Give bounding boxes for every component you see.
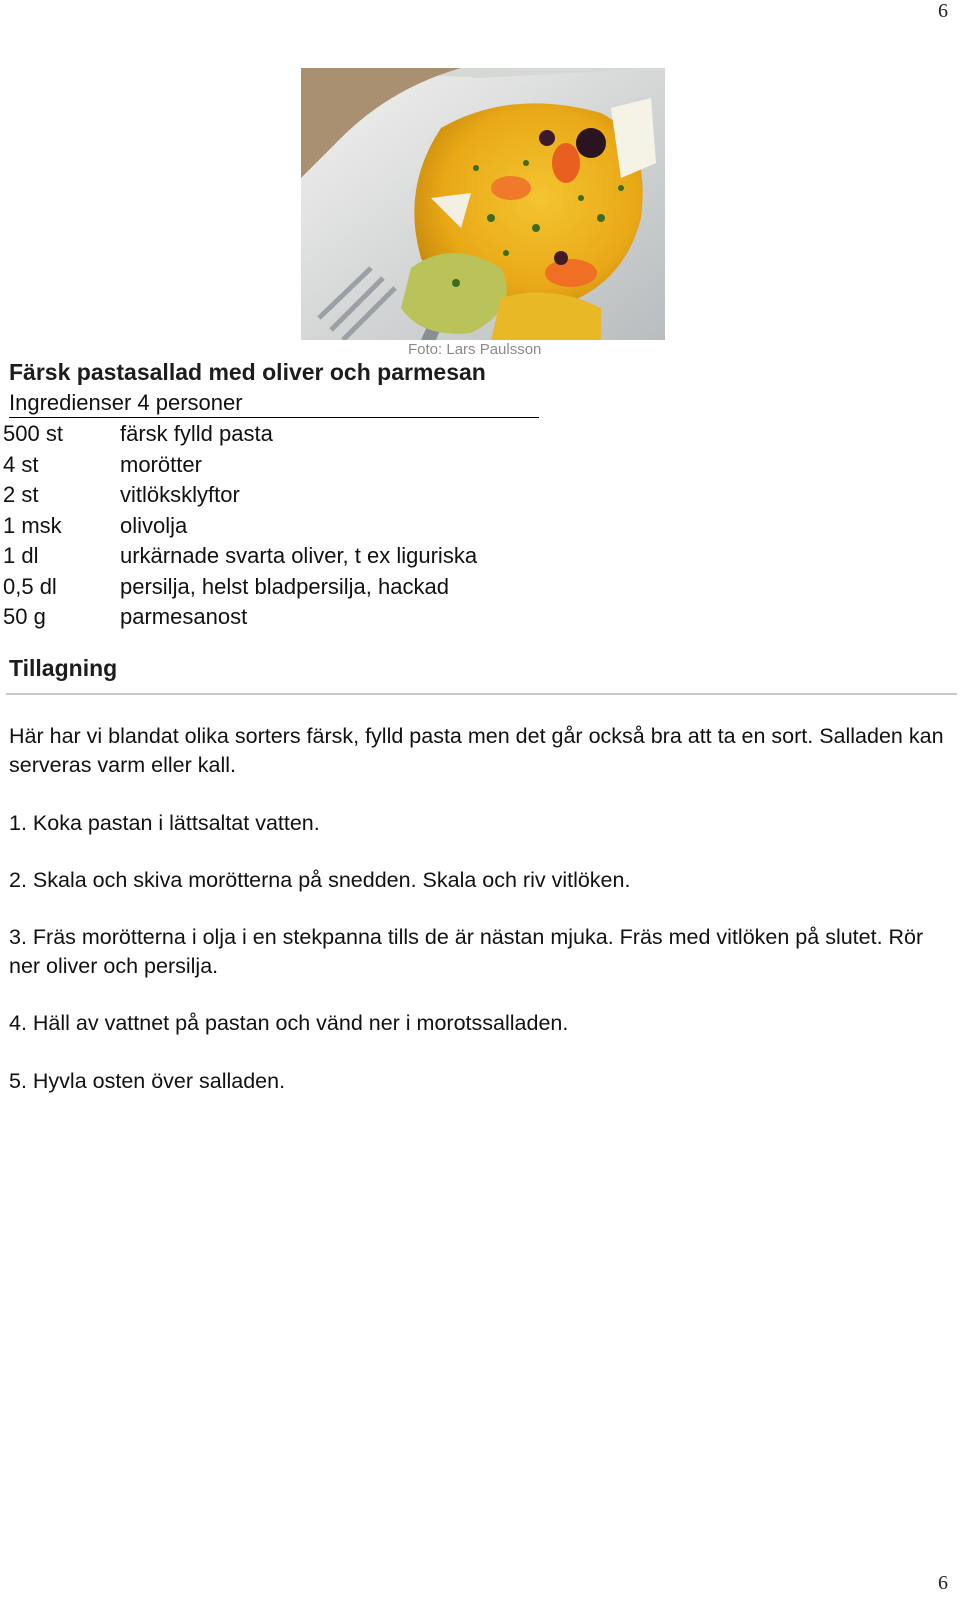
recipe-photo xyxy=(301,68,665,340)
ingredient-quantity: 1 msk xyxy=(3,512,62,538)
ingredient-row xyxy=(3,602,477,633)
section-divider xyxy=(6,693,957,695)
ingredient-quantity: 1 dl xyxy=(3,543,39,568)
ingredient-name: morötter xyxy=(120,451,202,477)
ingredients-header: Ingredienser 4 personer xyxy=(9,390,539,418)
step-3: 3. Fräs morötterna i olja i en stekpanna tills de är nästan mjuka. Fräs med vitlöken på slutet. Rör ner oliver och persilja. xyxy=(9,925,924,978)
ingredient-name: olivolja xyxy=(120,512,188,538)
recipe-title: Färsk pastasallad med oliver och parmesan xyxy=(9,359,486,385)
ingredient-name: färsk fylld pasta xyxy=(120,421,273,446)
ingredient-name: parmesanost xyxy=(120,604,248,629)
ingredient-quantity: 500 st xyxy=(3,421,63,446)
ingredient-row xyxy=(3,572,477,603)
ingredient-row xyxy=(3,450,477,481)
step-2: 2. Skala och skiva morötterna på snedden. Skala och riv vitlöken. xyxy=(9,868,631,892)
pasta-salad-image xyxy=(301,68,665,340)
ingredient-name: persilja, helst bladpersilja, hackad xyxy=(120,573,449,599)
preparation-heading: Tillagning xyxy=(9,655,118,681)
page-number-top: 6 xyxy=(938,0,948,22)
recipe-intro: Här har vi blandat olika sorters färsk, fylld pasta men det går också bra att ta en sort. Salladen kan serveras varm eller kall. xyxy=(9,724,944,777)
ingredient-quantity: 2 st xyxy=(3,482,39,507)
ingredient-row xyxy=(3,541,477,572)
ingredient-row xyxy=(3,419,477,450)
ingredient-row xyxy=(3,480,477,511)
ingredient-name: vitlöksklyftor xyxy=(120,482,240,507)
page-number-bottom: 6 xyxy=(938,1572,948,1594)
ingredient-quantity: 50 g xyxy=(3,604,46,629)
step-5: 5. Hyvla osten över salladen. xyxy=(9,1069,286,1093)
ingredient-name: urkärnade svarta oliver, t ex liguriska xyxy=(120,543,478,568)
ingredient-quantity: 0,5 dl xyxy=(3,573,57,599)
ingredient-quantity: 4 st xyxy=(3,451,39,477)
ingredient-row xyxy=(3,511,477,542)
step-1: 1. Koka pastan i lättsaltat vatten. xyxy=(9,811,320,835)
step-4: 4. Häll av vattnet på pastan och vänd ner i morotssalladen. xyxy=(9,1011,569,1035)
ingredients-list xyxy=(3,419,477,633)
photo-credit: Foto: Lars Paulsson xyxy=(408,341,542,358)
